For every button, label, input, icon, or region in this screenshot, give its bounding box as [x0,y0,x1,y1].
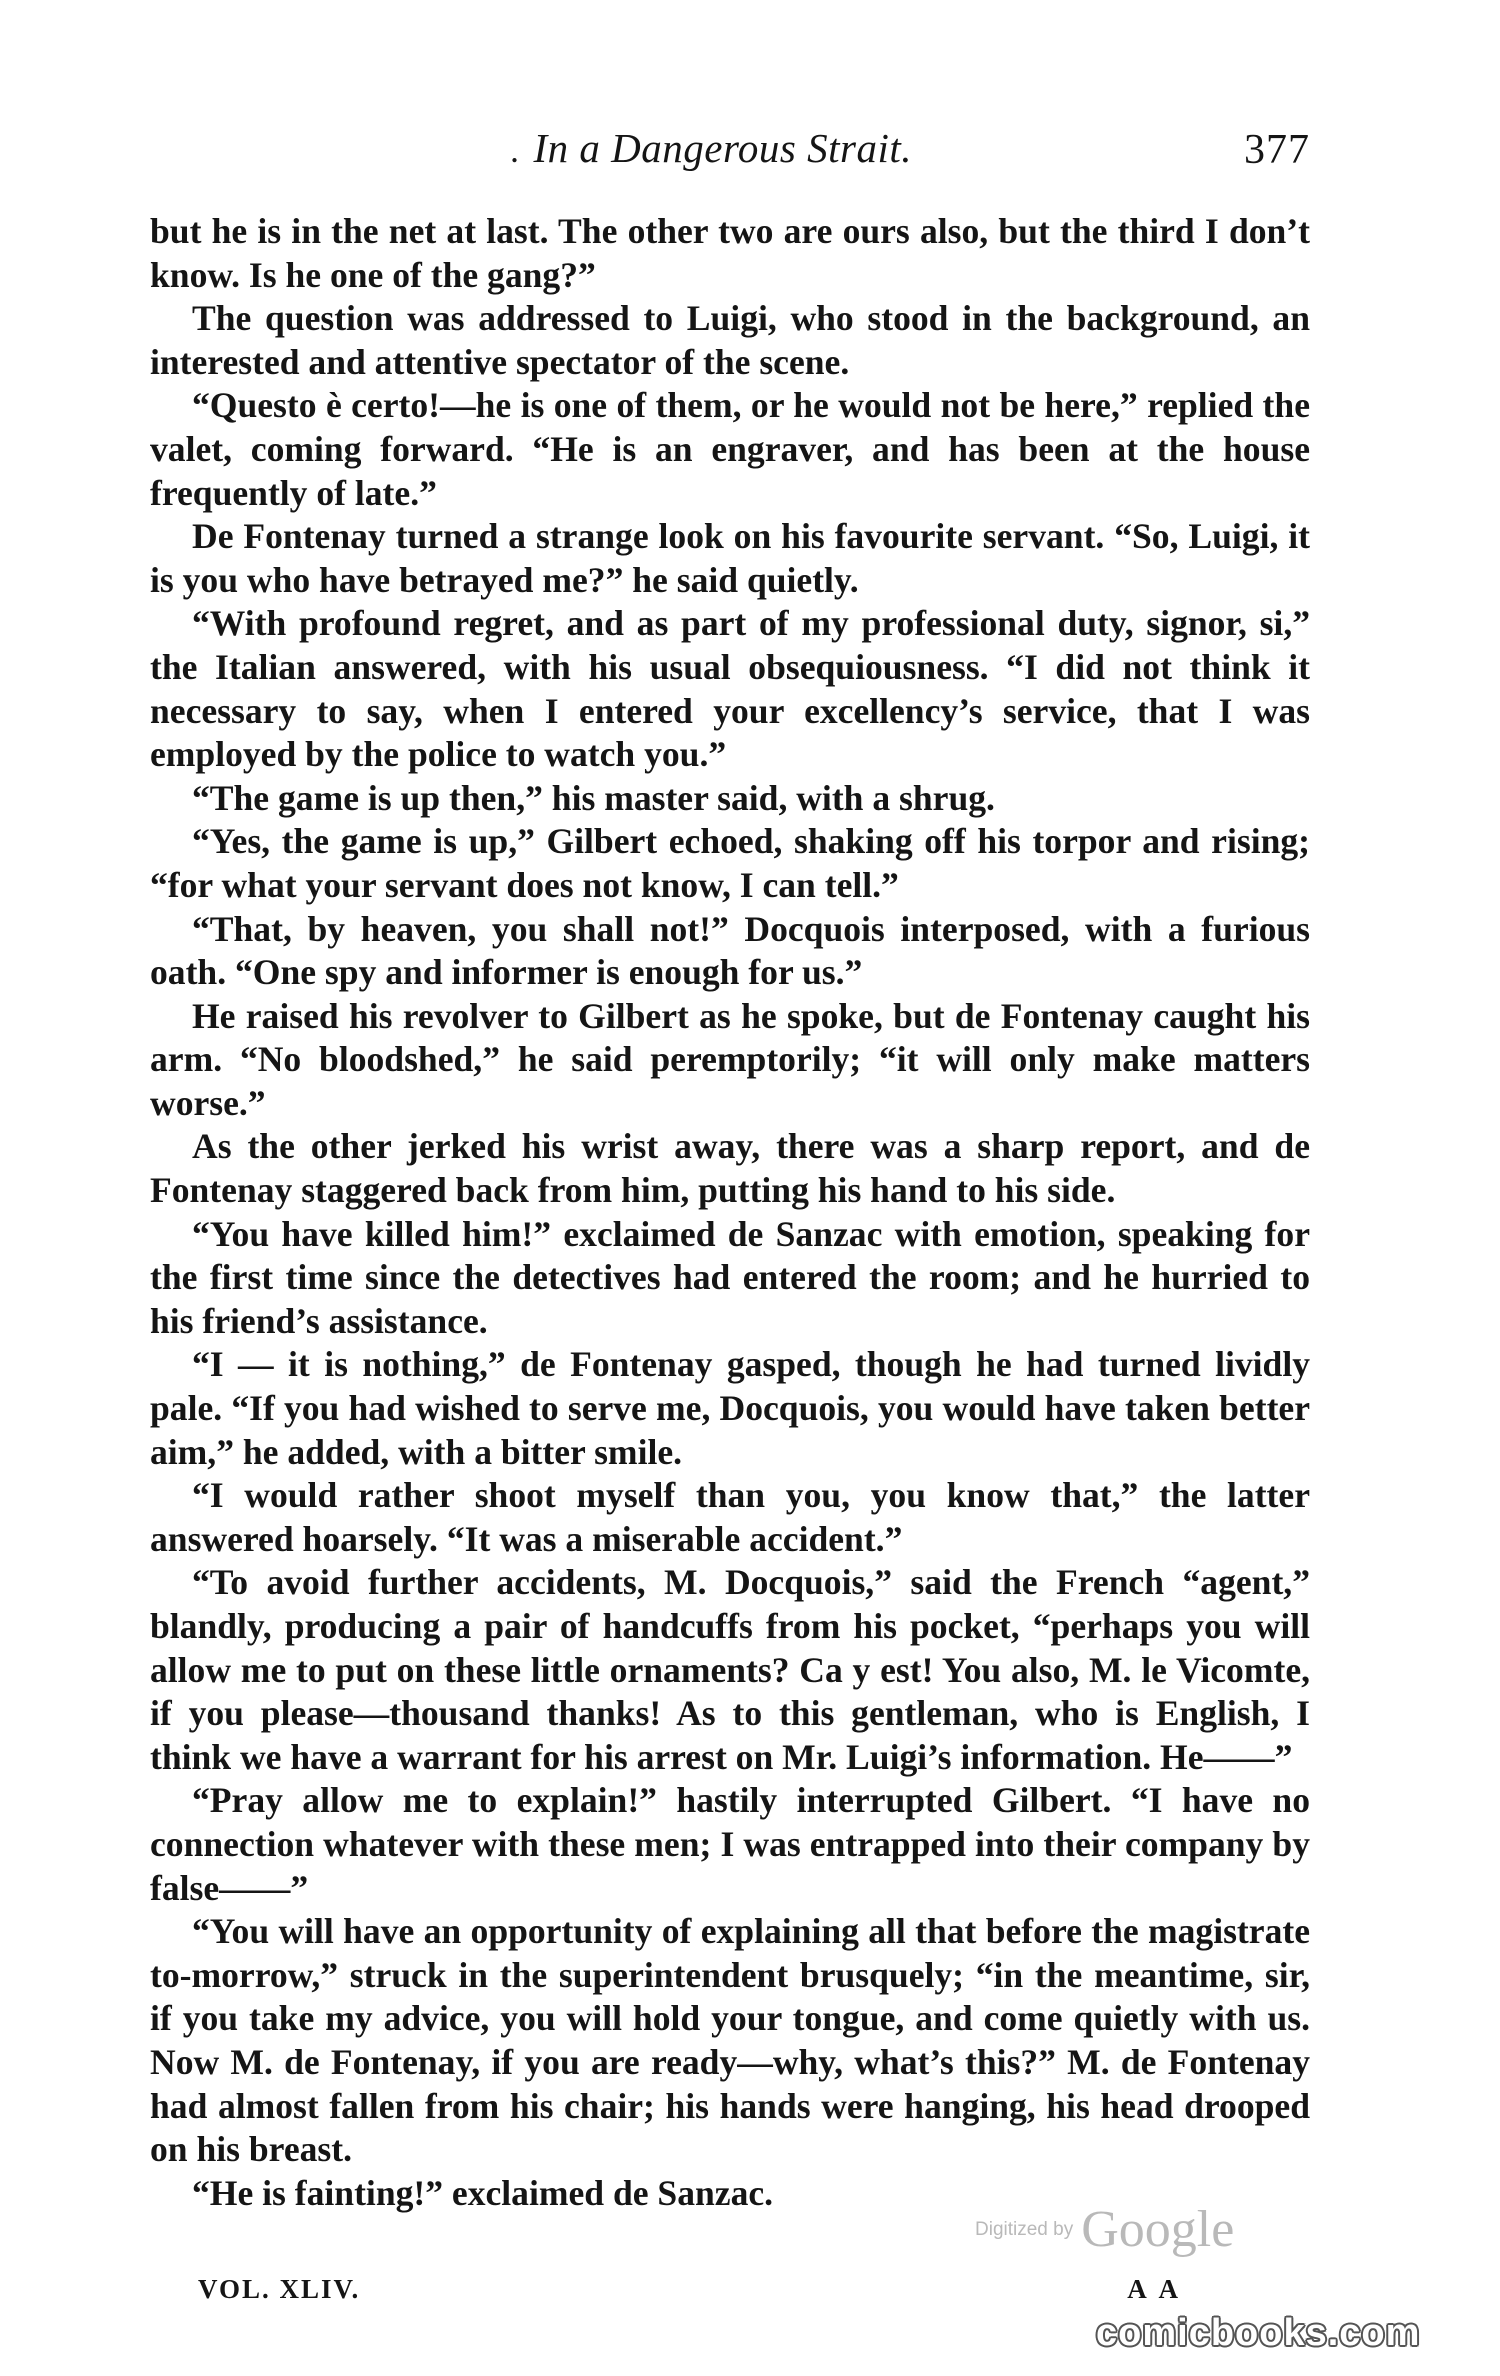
volume-label: VOL. XLIV. [198,2274,361,2304]
paragraph: De Fontenay turned a strange look on his favourite servant. “So, Luigi, it is you who have betrayed me?” he said quietly. [150,516,1310,600]
paragraph: “To avoid further accidents, M. Docquois,” said the French “agent,” blandly, producing a pair of handcuffs from his pocket, “perhaps you will allow me to put on these little ornaments? Ca y est! You also, M. le Vicomte, if you please—thousand thanks! As to this gentleman, who is English, I think we have a warrant for his arrest on Mr. Luigi’s information. He——” [150,1562,1310,1777]
paragraph: “I — it is nothing,” de Fontenay gasped, though he had turned lividly pale. “If you had wished to serve me, Docquois, you would have taken better aim,” he added, with a bitter smile. [150,1344,1310,1472]
paragraph: but he is in the net at last. The other two are ours also, but the third I don’t know. Is he one of the gang?” [150,211,1310,295]
running-title: . In a Dangerous Strait. [510,124,912,172]
digitized-by-google-stamp [975,2200,1234,2259]
paragraph: “With profound regret, and as part of my professional duty, signor, si,” the Italian answered, with his usual obsequiousness. “I did not think it necessary to say, when I entered your excellency’s service, that I was employed by the police to watch you.” [150,603,1310,775]
digitized-by-label: Digitized by [975,2218,1074,2240]
page-number: 377 [1244,127,1310,173]
site-watermark: comicbooks.com [1096,2312,1421,2354]
paragraph: As the other jerked his wrist away, there was a sharp report, and de Fontenay staggered back from him, putting his hand to his side. [150,1126,1310,1211]
paragraph: He raised his revolver to Gilbert as he spoke, but de Fontenay caught his arm. “No bloodshed,” he said peremptorily; “it will only make matters worse.” [150,995,1310,1123]
paragraph: “Questo è certo!—he is one of them, or he would not be here,” replied the valet, coming forward. “He is an engraver, and has been at the house frequently of late.” [150,385,1310,513]
paragraph: “You will have an opportunity of explaining all that before the magistrate to-morrow,” struck in the superintendent brusquely; “in the meantime, sir, if you take my advice, you will hold your tongue, and come quietly with us. Now M. de Fontenay, if you are ready—why, what’s this?” M. de Fontenay had almost fallen from his chair; his hands were hanging, his head drooped on his breast. [150,1911,1310,2170]
paragraph: “The game is up then,” his master said, with a shrug. [192,777,995,818]
google-logo-text: Google [1081,2201,1235,2258]
page-header [150,124,1310,184]
paragraph: “You have killed him!” exclaimed de Sanzac with emotion, speaking for the first time since the detectives had entered the room; and he hurried to his friend’s assistance. [150,1213,1310,1341]
paragraph: “I would rather shoot myself than you, you know that,” the latter answered hoarsely. “It was a miserable accident.” [150,1475,1310,1559]
paragraph: The question was addressed to Luigi, who stood in the background, an interested and attentive spectator of the scene. [150,298,1310,382]
signature-mark: A A [1127,2274,1182,2304]
paragraph: “Yes, the game is up,” Gilbert echoed, shaking off his torpor and rising; “for what your servant does not know, I can tell.” [150,821,1310,905]
page-footer [150,2274,1310,2314]
paragraph: “That, by heaven, you shall not!” Docquois interposed, with a furious oath. “One spy and informer is enough for us.” [150,908,1310,993]
paragraph: “Pray allow me to explain!” hastily interrupted Gilbert. “I have no connection whatever with these men; I was entrapped into their company by false——” [150,1780,1310,1908]
paragraph: “He is fainting!” exclaimed de Sanzac. [192,2172,774,2213]
body-text [150,210,1310,2215]
